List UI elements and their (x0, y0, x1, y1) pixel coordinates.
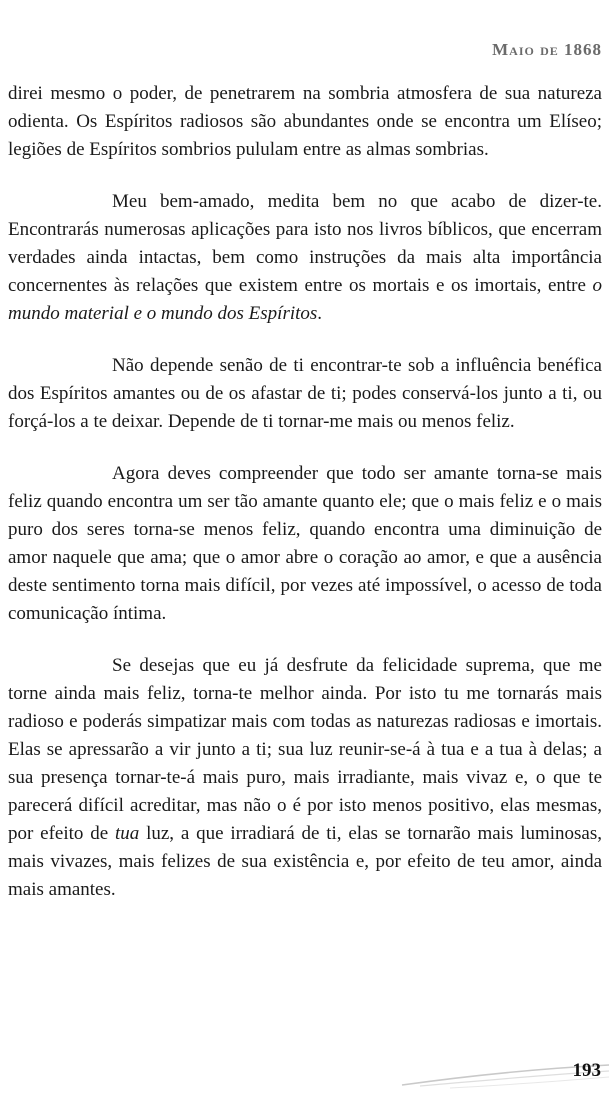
page-number: 193 (572, 1060, 601, 1081)
paragraph-text: luz, a que irradiará de ti, elas se tornarão mais luminosas, mais vivazes, mais felizes de sua existência e, por efeito de teu amor, ainda mais amantes. (8, 823, 603, 900)
emphasis-text: o mundo material (8, 275, 602, 324)
running-head: Maio de 1868 (492, 40, 602, 59)
paragraph-2 (8, 188, 602, 328)
paragraph-1 (8, 80, 602, 164)
paragraph-3 (8, 352, 602, 436)
paragraph-text: . (317, 303, 323, 324)
emphasis-text: o mundo dos Espíritos (146, 303, 318, 324)
paragraph-text: Meu bem-amado, medita bem no que acabo de dizer-te. Encontrarás numerosas aplicações para isto nos livros bíblicos, que encerram verdades ainda intactas, bem como instruções da mais alta importância concernentes às relações que existem entre os mortais e os imortais, entre (8, 191, 602, 296)
paragraph-5 (8, 652, 602, 904)
page-body (8, 80, 602, 928)
emphasis-text: e (128, 303, 147, 324)
paragraph-text: Não depende senão de ti encontrar-te sob a influência benéfica dos Espíritos amantes ou de os afastar de ti; podes conservá-los junto a ti, ou forçá-los a te deixar. Depende de ti tornar-me mais ou menos feliz. (8, 355, 602, 432)
paragraph-text: Se desejas que eu já desfrute da felicidade suprema, que me torne ainda mais feliz, torna-te melhor ainda. Por isto tu me tornarás mais radioso e poderás simpatizar mais com todas as naturezas radiosas e imortais. Elas se apressarão a vir junto a ti; sua luz reunir-se-á à tua e a tua à delas; a sua presença tornar-te-á mais puro, mais irradiante, mais vivaz e, o que te parecerá difícil acreditar, mas não o é por isto menos positivo, elas mesmas, por efeito de (8, 655, 602, 844)
emphasis-text: tua (114, 823, 140, 844)
paragraph-text: direi mesmo o poder, de penetrarem na sombria atmosfera de sua natureza odienta. Os Espíritos radiosos são abundantes onde se encontra um Elíseo; legiões de Espíritos sombrios pululam entre as almas sombrias. (8, 83, 602, 160)
paragraph-text: Agora deves compreender que todo ser amante torna-se mais feliz quando encontra um ser tão amante quanto ele; que o mais feliz e o mais puro dos seres torna-se menos feliz, quando encontra uma diminuição de amor naquele que ama; que o amor abre o coração ao amor, e que a ausência deste sentimento torna mais difícil, por vezes até impossível, o acesso de toda comunicação íntima. (8, 463, 602, 624)
paragraph-4 (8, 460, 602, 628)
